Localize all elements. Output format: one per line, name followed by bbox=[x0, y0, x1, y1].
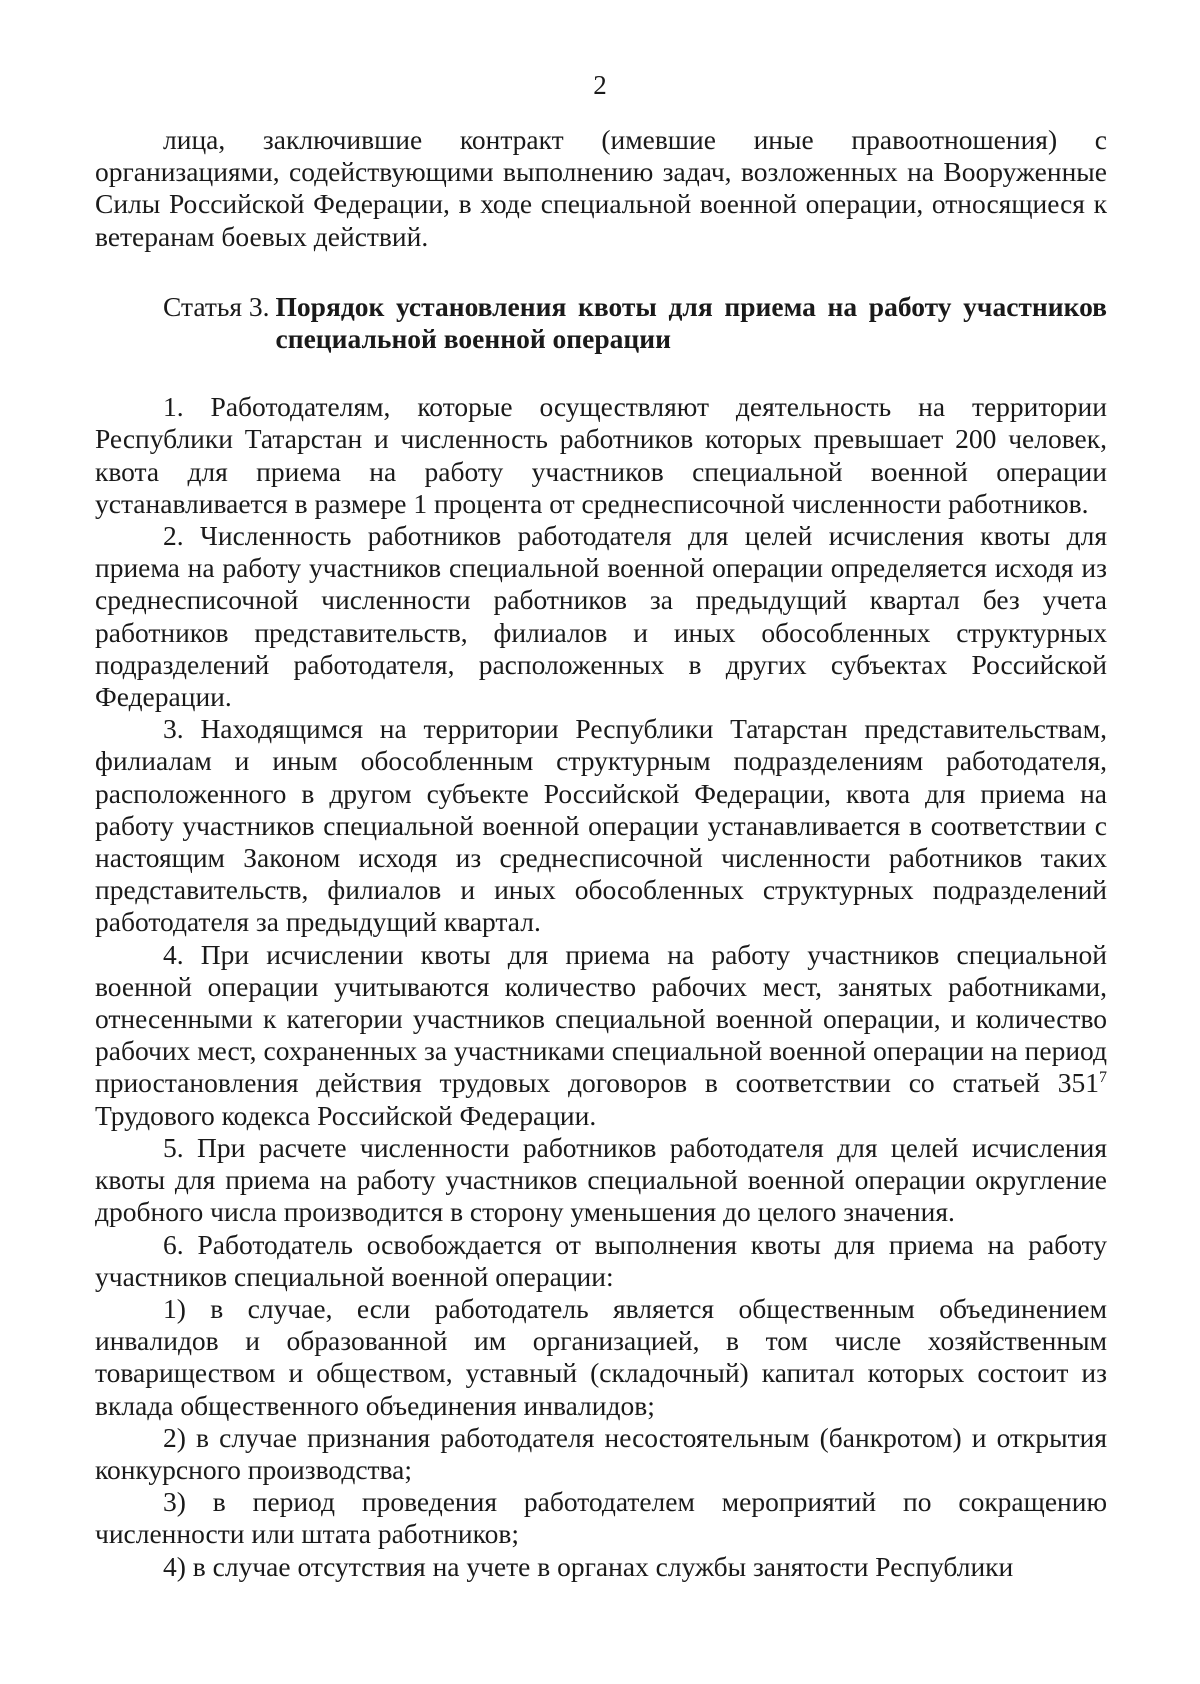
paragraph-5: 5. При расчете численности работников работодателя для целей исчисления квоты для приема на работу участников специальной военной операции округление дробного числа производится в сторону уменьшения до целого значения. bbox=[95, 1131, 1107, 1228]
paragraph-3: 3. Находящимся на территории Республики Татарстан представительствам, филиалам и иным обособленным структурным подразделениям работодателя, расположенного в другом субъекте Российской Федерации, квота для приема на работу участников специальной военной операции устанавливается в соответствии с настоящим Законом исходя из среднесписочной численности работников таких представительств, филиалов и иных обособленных структурных подразделений работодателя за предыдущий квартал. bbox=[95, 713, 1107, 938]
paragraph-4 bbox=[95, 939, 1107, 1132]
list-item-3: 3) в период проведения работодателем мероприятий по сокращению численности или штата работников; bbox=[95, 1486, 1107, 1550]
document-body bbox=[95, 124, 1107, 1583]
paragraph-4-tail: Трудового кодекса Российской Федерации. bbox=[95, 1099, 597, 1131]
list-item-4: 4) в случае отсутствия на учете в органах службы занятости Республики bbox=[163, 1550, 1014, 1582]
article-superscript: 7 bbox=[1099, 1069, 1107, 1087]
paragraph-4-text: 4. При исчислении квоты для приема на работу участников специальной военной операции учитываются количество рабочих мест, занятых работниками, отнесенными к категории участников специальной военной операции, и количество рабочих мест, сохраненных за участниками специальной военной операции на период приостановления действия трудовых договоров в соответствии со статьей 351 bbox=[95, 938, 1107, 1099]
paragraph-6: 6. Работодатель освобождается от выполнения квоты для приема на работу участников специальной военной операции: bbox=[95, 1228, 1107, 1292]
article-heading bbox=[95, 291, 1107, 355]
paragraph-2: 2. Численность работников работодателя для целей исчисления квоты для приема на работу участников специальной военной операции определяется исходя из среднесписочной численности работников за предыдущий квартал без учета работников представительств, филиалов и иных обособленных структурных подразделений работодателя, расположенных в других субъектах Российской Федерации. bbox=[95, 520, 1107, 713]
article-title: Порядок установления квоты для приема на работу участников специальной военной операции bbox=[275, 290, 1107, 355]
paragraph-1: 1. Работодателям, которые осуществляют деятельность на территории Республики Татарстан и численность работников которых превышает 200 человек, квота для приема на работу участников специальной военной операции устанавливается в размере 1 процента от среднесписочной численности работников. bbox=[95, 391, 1107, 519]
page-number: 2 bbox=[593, 70, 607, 100]
intro-paragraph: лица, заключившие контракт (имевшие иные правоотношения) с организациями, содействующими выполнению задач, возложенных на Вооруженные Силы Российской Федерации, в ходе специальной военной операции, относящиеся к ветеранам боевых действий. bbox=[95, 124, 1107, 252]
list-item-2: 2) в случае признания работодателя несостоятельным (банкротом) и открытия конкурсного производства; bbox=[95, 1421, 1107, 1485]
article-label: Статья 3. bbox=[163, 290, 270, 322]
list-item-1: 1) в случае, если работодатель является общественным объединением инвалидов и образованной им организацией, в том числе хозяйственным товариществом и обществом, уставный (складочный) капитал которых состоит из вклада общественного объединения инвалидов; bbox=[95, 1292, 1107, 1421]
